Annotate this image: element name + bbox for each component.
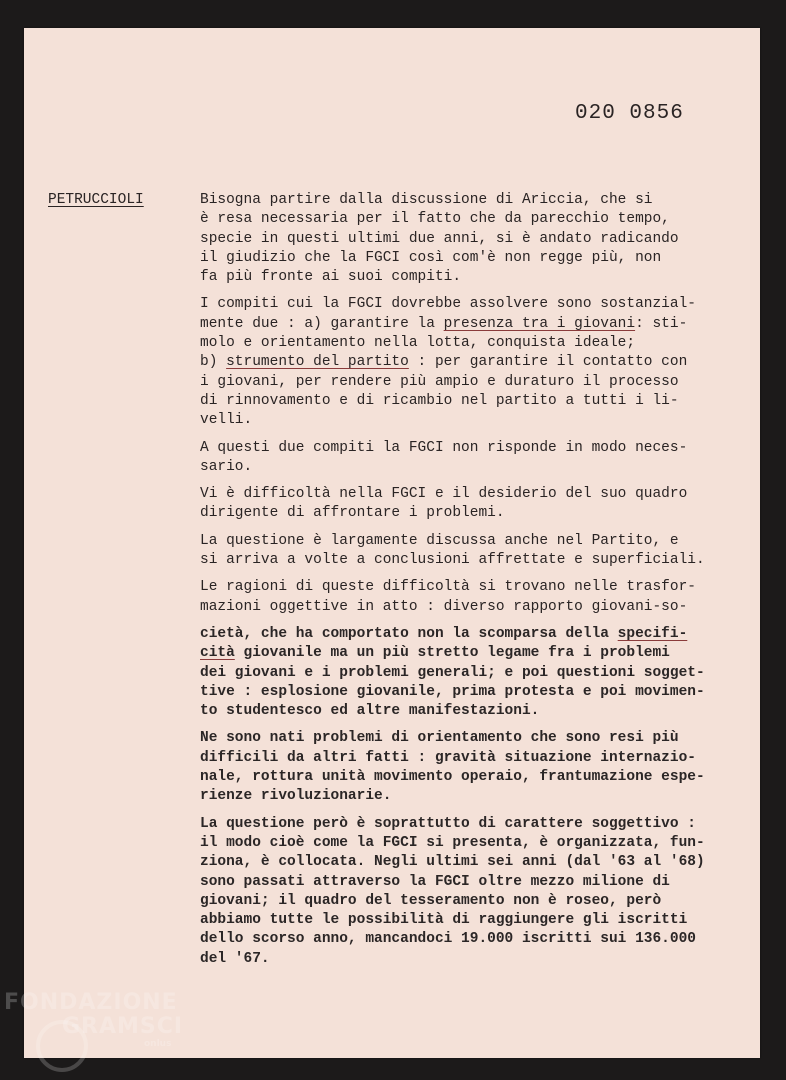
logo-circle-icon	[36, 1020, 88, 1072]
watermark-line-1: FONDAZIONE	[4, 990, 178, 1015]
text-segment: : sti- molo e orientamento nella lotta, conquista ideale; b)	[200, 315, 688, 371]
text-segment: cietà, che ha comportato non la scomparsa della	[200, 625, 618, 642]
underlined-phrase: specifi-	[617, 625, 688, 642]
text-segment: I compiti cui la FGCI dovrebbe assolvere sono sostanzial- mente due : a) garantire la	[200, 296, 696, 332]
text-segment: Le ragioni di queste difficoltà si trovano nelle trasfor- mazioni oggettive in atto : diverso rapporto giovani-so-	[200, 579, 696, 615]
text-segment: La questione però è soprattutto di carattere soggettivo : il modo cioè come la FGCI si presenta, è organizzata, fun- ziona, è collocata. Negli ultimi sei anni (dal '63 al '68) sono passati attraverso la FGCI oltre mezzo milione di giovani; il quadro del tesseramento non è roseo, però abbiamo tutte le possibilità di raggiungere gli iscritti dello scorso anno, mancandoci 19.000 iscritti sui 136.000 del '67.	[200, 815, 705, 967]
paragraph	[200, 532, 760, 571]
underlined-phrase: strumento del partito	[226, 354, 409, 371]
speaker-name: PETRUCCIOLI	[48, 192, 144, 208]
text-segment: Bisogna partire dalla discussione di Ariccia, che si è resa necessaria per il fatto che da parecchio tempo, specie in questi ultimi due anni, si è andato radicando il giudizio che la FGCI così com'è non regge più, non fa più fronte ai suoi compiti.	[200, 192, 679, 286]
text-segment: giovanile ma un più stretto legame fra i problemi dei giovani e i problemi generali; e poi questioni sogget- tive : esplosione giovanile, prima protesta e poi movimen- to studentesco ed altre manifestazioni.	[200, 645, 705, 720]
paragraph	[200, 191, 760, 287]
paragraph	[200, 485, 760, 524]
document-body	[200, 191, 760, 977]
underlined-phrase: cità	[200, 645, 235, 662]
paragraph	[200, 439, 760, 478]
paragraph	[200, 295, 760, 430]
document-page	[24, 28, 760, 1058]
fondazione-gramsci-watermark	[4, 992, 183, 1049]
paragraph	[200, 625, 760, 721]
document-number: 020 0856	[575, 102, 684, 125]
paragraph	[200, 578, 760, 617]
text-segment: Vi è difficoltà nella FGCI e il desiderio del suo quadro dirigente di affrontare i problemi.	[200, 486, 688, 522]
text-segment: : per garantire il contatto con i giovani, per rendere più ampio e duraturo il processo di rinnovamento e di ricambio nel partito a tutti i li- velli.	[200, 354, 688, 429]
underlined-phrase: presenza tra i giovani	[443, 315, 636, 332]
text-segment: La questione è largamente discussa anche nel Partito, e si arriva a volte a conclusioni affrettate e superficiali.	[200, 532, 705, 569]
paragraph	[200, 815, 760, 969]
text-segment: Ne sono nati problemi di orientamento che sono resi più difficili da altri fatti : gravità situazione internazio- nale, rottura unità movimento operaio, frantumazione espe- rienze rivoluzionarie.	[200, 730, 705, 805]
watermark-line-3: onlus	[144, 1039, 172, 1049]
text-segment: A questi due compiti la FGCI non risponde in modo neces- sario.	[200, 439, 688, 475]
watermark-line-2: GRAMSCI	[62, 1014, 184, 1039]
paragraph	[200, 729, 760, 806]
